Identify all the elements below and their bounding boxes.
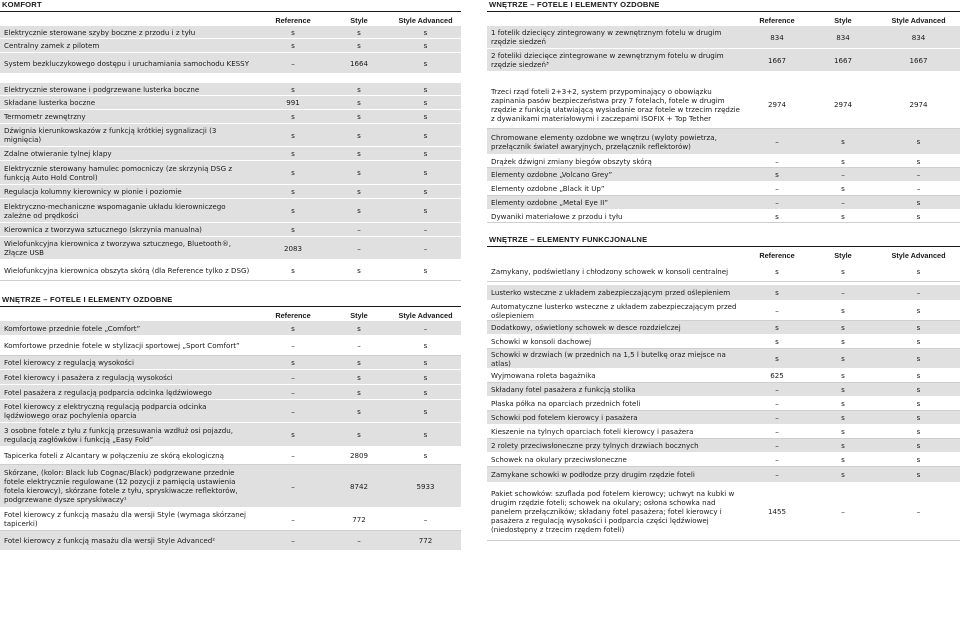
cell-style: s: [841, 337, 845, 346]
section-title-fotele: WNĘTRZE – FOTELE I ELEMENTY OZDOBNE: [0, 295, 461, 307]
cell-style: s: [357, 387, 361, 397]
cell-style-advanced: s: [423, 406, 428, 416]
cell-style: s: [841, 455, 845, 464]
cell-style: –: [841, 170, 845, 179]
table-row: [487, 285, 960, 301]
cell-style-advanced: s: [423, 84, 428, 94]
row-label-wyjmowana-roleta-bagaznika: Wyjmowana roleta bagażnika: [491, 371, 596, 380]
cell-style: s: [841, 427, 845, 436]
table-row: [0, 260, 461, 281]
cell-style-advanced: s: [423, 112, 428, 121]
header-style: Style: [350, 311, 368, 320]
cell-style: s: [841, 441, 845, 450]
row-label-elektrycznie-sterowane-szyby-boczne-z-pr: Elektrycznie sterowane szyby boczne z przodu i z tyłu: [4, 27, 196, 37]
row-label-komfortowe-przednie-fotele-comfort: Komfortowe przednie fotele „Comfort”: [4, 323, 141, 333]
cell-style: s: [841, 211, 845, 221]
cell-reference: s: [291, 41, 295, 50]
cell-style-advanced: s: [916, 337, 921, 346]
cell-style-advanced: 1667: [909, 55, 928, 65]
row-label-elementy-ozdobne-metal-eye-ii: Elementy ozdobne „Metal Eye II”: [491, 198, 609, 207]
header-style: Style: [834, 16, 852, 25]
cell-reference: –: [291, 536, 295, 545]
row-label-regulacja-kolumny-kierownicy-w-pionie-i-: Regulacja kolumny kierownicy w pionie i poziomie: [4, 187, 182, 196]
row-label-schowek-na-okulary-przeciws-oneczne: Schowek na okulary przeciwsłoneczne: [491, 455, 627, 464]
table-row: [487, 467, 960, 483]
cell-style: s: [357, 372, 361, 382]
cell-style: –: [357, 225, 361, 234]
cell-reference: –: [775, 137, 779, 146]
cell-reference: 2974: [767, 100, 787, 109]
table-row: [487, 261, 960, 282]
cell-style: s: [357, 130, 361, 140]
section-title-fotele-right: WNĘTRZE – FOTELE I ELEMENTY OZDOBNE: [487, 0, 960, 12]
table-row: [487, 439, 960, 453]
row-label-schowki-w-drzwiach-w-przednich-na-1-5-l-: Schowki w drzwiach (w przednich na 1,5 l butelkę oraz miejsce na atlas): [491, 349, 726, 368]
cell-reference: s: [291, 358, 295, 367]
cell-style: s: [841, 399, 845, 408]
cell-style: 772: [352, 514, 366, 524]
cell-reference: s: [291, 265, 295, 275]
row-label-elementy-ozdobne-volcano-grey: Elementy ozdobne „Volcano Grey”: [491, 170, 613, 179]
cell-style-advanced: 5933: [416, 481, 435, 491]
cell-reference: 834: [770, 32, 784, 42]
cell-style: s: [357, 187, 361, 196]
cell-style: s: [357, 358, 361, 367]
row-label-1-fotelik-dzieciecy-zintegrowany-w-zewne: 1 fotelik dziecięcy zintegrowany w zewnętrznym fotelu w drugim rzędzie siedzeń: [491, 28, 722, 46]
row-label-schowki-pod-fotelem-kierowcy-i-pasazera: Schowki pod fotelem kierowcy i pasażera: [491, 413, 638, 422]
row-label-elektrycznie-sterowane-i-podgrzewane-lus: Elektrycznie sterowane i podgrzewane lusterka boczne: [4, 84, 200, 94]
row-spacer: [0, 74, 461, 83]
cell-reference: –: [291, 372, 295, 382]
cell-style: s: [841, 413, 845, 422]
table-header: [0, 15, 461, 26]
table-row: [0, 223, 461, 237]
table-row: [0, 336, 461, 356]
row-label-sk-adany-fotel-pasazera-z-funkcja-stolik: Składany fotel pasażera z funkcją stolika: [491, 385, 636, 394]
cell-style: s: [841, 266, 845, 276]
cell-reference: s: [775, 354, 779, 363]
cell-reference: s: [291, 130, 295, 140]
table-row: [487, 383, 960, 397]
table-row: [0, 237, 461, 260]
table-row: [487, 129, 960, 155]
table-row: [0, 321, 461, 336]
cell-style: s: [841, 323, 845, 332]
row-label-wielofunkcyjna-kierownica-z-tworzywa-szt: Wielofunkcyjna kierownica z tworzywa sztucznego, Bluetooth®, Złącze USB: [4, 239, 232, 257]
row-label-schowki-w-konsoli-dachowej: Schowki w konsoli dachowej: [491, 337, 592, 346]
cell-reference: –: [775, 198, 779, 207]
row-label-lusterko-wsteczne-z-uk-adem-zabezpieczaj: Lusterko wsteczne z układem zabezpieczającym przed oślepieniem: [491, 288, 731, 297]
row-label-zamykany-podswietlany-i-ch-odzony-schowe: Zamykany, podświetlany i chłodzony schowek w konsoli centralnej: [491, 266, 729, 276]
row-label-centralny-zamek-z-pilotem: Centralny zamek z pilotem: [4, 41, 100, 50]
cell-style-advanced: s: [423, 149, 428, 158]
table-row: [0, 26, 461, 39]
cell-style-advanced: s: [916, 427, 921, 436]
cell-reference: –: [775, 427, 779, 436]
cell-reference: –: [775, 306, 779, 315]
cell-style: s: [841, 306, 845, 315]
cell-style: –: [841, 198, 845, 207]
right-column: [487, 0, 960, 541]
table-header: [487, 15, 960, 26]
cell-reference: –: [291, 451, 295, 460]
row-label-fotel-kierowcy-i-pasazera-z-regulacja-wy: Fotel kierowcy i pasażera z regulacją wysokości: [4, 372, 173, 382]
table-row: [0, 185, 461, 199]
cell-style-advanced: s: [423, 265, 428, 275]
cell-reference: 2083: [283, 243, 303, 253]
table-row: [487, 81, 960, 129]
table-row: [0, 508, 461, 531]
cell-reference: –: [291, 341, 295, 350]
cell-reference: s: [775, 288, 779, 297]
cell-style: s: [841, 156, 845, 166]
cell-style: s: [357, 84, 361, 94]
table-row: [0, 199, 461, 223]
table-row: [0, 161, 461, 185]
cell-reference: –: [775, 399, 779, 408]
cell-style: –: [841, 288, 845, 297]
table-row: [487, 168, 960, 182]
cell-style: s: [357, 430, 361, 439]
header-reference: Reference: [275, 16, 311, 25]
header-reference: Reference: [275, 311, 311, 320]
cell-style: s: [841, 354, 845, 363]
header-style-advanced: Style Advanced: [891, 16, 946, 25]
table-row: [0, 400, 461, 423]
cell-reference: –: [291, 481, 295, 491]
cell-style-advanced: s: [916, 371, 921, 380]
cell-style-advanced: 772: [418, 536, 433, 545]
row-label-drazek-dzwigni-zmiany-biegow-obszyty-sko: Drążek dźwigni zmiany biegów obszyty skórą: [491, 156, 652, 166]
header-style: Style: [350, 16, 368, 25]
cell-style-advanced: s: [916, 137, 921, 146]
cell-reference: –: [775, 385, 779, 394]
cell-style: s: [357, 323, 361, 333]
cell-style-advanced: –: [916, 170, 921, 179]
cell-style: s: [357, 265, 361, 275]
cell-reference: –: [291, 406, 295, 416]
cell-style: 8742: [349, 481, 369, 491]
cell-style: –: [357, 243, 361, 253]
table-row: [487, 425, 960, 439]
table-row: [487, 369, 960, 383]
cell-reference: s: [291, 149, 295, 158]
cell-style: s: [841, 470, 845, 479]
row-label-dywaniki-materia-owe-z-przodu-i-ty-u: Dywaniki materiałowe z przodu i tyłu: [491, 211, 623, 221]
cell-style-advanced: s: [423, 130, 428, 140]
table-row: [487, 335, 960, 349]
table-row: [0, 356, 461, 370]
header-reference: Reference: [759, 16, 795, 25]
row-label-skorzane-kolor-black-lub-cognac-black-po: Skórzane, (kolor: Black lub Cognac/Black) podgrzewane przednie fotele elektrycznie regulowane (12 pozycji z pamięcią ustawienia fotela kierowcy), skórzane fotele z tyłu, spryskiwacze reflektorów, podgrzewane dysze spryskiwaczy¹: [4, 468, 238, 504]
cell-style: s: [841, 385, 845, 394]
cell-reference: –: [775, 470, 779, 479]
cell-style: 1664: [349, 58, 369, 68]
cell-style-advanced: s: [423, 430, 428, 439]
row-label-fotel-kierowcy-z-funkcja-masazu-dla-wers: Fotel kierowcy z funkcją masażu dla wersji Style (wymaga skórzanej tapicerki): [4, 510, 247, 528]
row-label-sk-adane-lusterka-boczne: Składane lusterka boczne: [4, 98, 96, 107]
row-label-kieszenie-na-tylnych-oparciach-foteli-ki: Kieszenie na tylnych oparciach foteli kierowcy i pasażera: [491, 427, 694, 436]
row-label-2-foteliki-dzieciece-zintegrowane-w-zewn: 2 foteliki dziecięce zintegrowane w zewnętrznym fotelu w drugim rzędzie siedzeń³: [491, 51, 724, 69]
cell-style-advanced: 2974: [909, 100, 928, 109]
header-reference: Reference: [759, 251, 795, 260]
cell-style-advanced: s: [423, 387, 428, 397]
row-label-automatyczne-lusterko-wsteczne-z-uk-adem: Automatyczne lusterko wsteczne z układem zabezpieczającym przed oślepieniem: [491, 301, 737, 320]
cell-style-advanced: 834: [911, 32, 926, 42]
table-row: [487, 196, 960, 210]
table-header: [487, 250, 960, 261]
cell-style: 2809: [349, 451, 369, 460]
cell-reference: s: [775, 337, 779, 346]
cell-style: –: [841, 507, 845, 516]
cell-reference: –: [291, 387, 295, 397]
row-label-trzeci-rzad-foteli-2-3-2-system-przypomi: Trzeci rząd foteli 2+3+2, system przypominający o obowiązku zapinania pasów bezpieczeństwa przy 7 fotelach, fotele w drugim rzędzie z funkcją ułatwiającą wysiadanie oraz fotele w trzecim rzędzie z dywanikami materiałowymi i zaczepami ISOFIX + Top Tether: [491, 86, 740, 123]
cell-style: s: [841, 184, 845, 193]
row-label-termometr-zewnetrzny: Termometr zewnętrzny: [4, 112, 86, 121]
row-spacer: [487, 72, 960, 81]
cell-style-advanced: s: [916, 441, 921, 450]
cell-reference: 1667: [767, 55, 787, 65]
row-label-tapicerka-foteli-z-alcantary-w-po-aczeni: Tapicerka foteli z Alcantary w połączeniu ze skórą ekologiczną: [4, 451, 224, 460]
table-row: [487, 155, 960, 168]
row-label-elektrycznie-sterowany-hamulec-pomocnicz: Elektrycznie sterowany hamulec pomocniczy (ze skrzynią DSG z funkcją Auto Hold Control): [4, 163, 233, 182]
table-row: [487, 453, 960, 467]
cell-style-advanced: s: [423, 451, 428, 460]
cell-reference: s: [291, 430, 295, 439]
table-row: [0, 53, 461, 74]
cell-style-advanced: s: [916, 306, 921, 315]
table-row: [487, 321, 960, 335]
cell-style: –: [357, 341, 361, 350]
cell-reference: s: [775, 323, 779, 332]
table-row: [0, 423, 461, 447]
row-label-kierownica-z-tworzywa-sztucznego-skrzyni: Kierownica z tworzywa sztucznego (skrzynia manualna): [4, 225, 202, 234]
cell-reference: –: [775, 441, 779, 450]
table-row: [487, 210, 960, 223]
row-label-p-aska-po-ka-na-oparciach-przednich-fote: Płaska półka na oparciach przednich foteli: [491, 399, 641, 408]
cell-style-advanced: s: [916, 470, 921, 479]
row-label-chromowane-elementy-ozdobne-we-wnetrzu-w: Chromowane elementy ozdobne we wnętrzu (wyloty powietrza, przełącznik świateł awaryjnych, przełącznik reflektorów): [491, 132, 717, 151]
cell-style-advanced: –: [916, 507, 921, 516]
row-label-elementy-ozdobne-black-it-up: Elementy ozdobne „Black it Up”: [491, 184, 605, 193]
row-label-elektryczno-mechaniczne-wspomaganie-uk-a: Elektryczno-mechaniczne wspomaganie układu kierowniczego zależne od prędkości: [4, 201, 226, 220]
row-label-dodatkowy-oswietlony-schowek-w-desce-roz: Dodatkowy, oświetlony schowek w desce rozdzielczej: [491, 323, 681, 332]
cell-style: s: [357, 98, 361, 107]
table-row: [487, 349, 960, 369]
funkcjonalne-table: [487, 261, 960, 541]
cell-style-advanced: –: [423, 225, 428, 234]
cell-reference: –: [291, 514, 295, 524]
row-label-fotel-kierowcy-z-elektryczna-regulacja-p: Fotel kierowcy z elektryczną regulacją podparcia odcinka lędźwiowego oraz pochylenia oparcia: [4, 402, 207, 420]
cell-style-advanced: s: [916, 198, 921, 207]
table-row: [0, 385, 461, 400]
cell-style-advanced: s: [916, 455, 921, 464]
cell-style: s: [357, 112, 361, 121]
cell-style-advanced: s: [916, 323, 921, 332]
fotele-table: [0, 321, 461, 551]
cell-reference: –: [775, 184, 779, 193]
table-row: [0, 370, 461, 385]
cell-style-advanced: s: [916, 413, 921, 422]
table-row: [0, 39, 461, 53]
cell-style: 834: [836, 32, 850, 42]
cell-style: –: [357, 536, 361, 545]
row-label-komfortowe-przednie-fotele-w-stylizacji-: Komfortowe przednie fotele w stylizacji sportowej „Sport Comfort”: [4, 341, 240, 350]
row-label-fotel-kierowcy-z-regulacja-wysokosci: Fotel kierowcy z regulacją wysokości: [4, 358, 134, 367]
table-row: [0, 83, 461, 96]
table-row: [0, 531, 461, 551]
cell-reference: 625: [770, 371, 784, 380]
cell-style-advanced: s: [423, 187, 428, 196]
table-row: [487, 411, 960, 425]
cell-style-advanced: s: [916, 156, 921, 166]
cell-reference: s: [291, 206, 295, 215]
cell-style-advanced: –: [916, 184, 921, 193]
cell-reference: s: [291, 27, 295, 37]
row-label-zdalne-otwieranie-tylnej-klapy: Zdalne otwieranie tylnej klapy: [4, 149, 112, 158]
table-row: [487, 182, 960, 196]
header-style-advanced: Style Advanced: [398, 16, 453, 25]
cell-style-advanced: s: [423, 372, 428, 382]
komfort-table: [0, 26, 461, 281]
cell-style-advanced: s: [916, 354, 921, 363]
row-label-system-bezkluczykowego-dostepu-i-urucham: System bezkluczykowego dostępu i uruchamiania samochodu KESSY: [4, 58, 250, 68]
cell-style: s: [357, 41, 361, 50]
cell-style: s: [357, 406, 361, 416]
cell-style-advanced: –: [423, 323, 428, 333]
cell-style-advanced: s: [423, 58, 428, 68]
cell-style-advanced: s: [423, 341, 428, 350]
table-row: [487, 483, 960, 541]
cell-reference: s: [291, 323, 295, 333]
table-row: [0, 465, 461, 508]
cell-style: s: [357, 206, 361, 215]
cell-style: 2974: [833, 100, 853, 109]
cell-reference: s: [291, 84, 295, 94]
cell-style: s: [357, 168, 361, 177]
table-row: [0, 110, 461, 124]
row-label-dzwignia-kierunkowskazow-z-funkcja-krotk: Dźwignia kierunkowskazów z funkcją krótkiej sygnalizacji (3 mignięcia): [4, 126, 217, 144]
cell-style-advanced: s: [916, 266, 921, 276]
cell-style-advanced: s: [423, 41, 428, 50]
cell-reference: s: [775, 266, 779, 276]
row-label-wielofunkcyjna-kierownica-obszyta-skora-: Wielofunkcyjna kierownica obszyta skórą (dla Reference tylko z DSG): [4, 265, 250, 275]
cell-style-advanced: –: [423, 243, 428, 253]
cell-style-advanced: s: [916, 399, 921, 408]
cell-reference: s: [775, 170, 779, 179]
cell-reference: –: [775, 455, 779, 464]
cell-reference: s: [775, 211, 779, 221]
cell-style: s: [841, 137, 845, 146]
cell-reference: s: [291, 187, 295, 196]
cell-reference: s: [291, 112, 295, 121]
row-label-fotel-pasazera-z-regulacja-podparcia-odc: Fotel pasażera z regulacją podparcia odcinka lędźwiowego: [4, 387, 212, 397]
table-row: [487, 301, 960, 321]
row-label-zamykane-schowki-w-pod-odze-przy-drugim-: Zamykane schowki w podłodze przy drugim rzędzie foteli: [491, 470, 695, 479]
cell-reference: –: [775, 413, 779, 422]
cell-reference: –: [291, 58, 295, 68]
cell-reference: 1455: [767, 507, 787, 516]
left-column: [0, 0, 461, 551]
cell-style-advanced: s: [423, 168, 428, 177]
section-title-komfort: KOMFORT: [0, 0, 461, 12]
cell-style-advanced: s: [423, 358, 428, 367]
table-row: [487, 26, 960, 49]
cell-style-advanced: s: [423, 98, 428, 107]
cell-style: 1667: [833, 55, 853, 65]
row-label-3-osobne-fotele-z-ty-u-z-funkcja-przesuw: 3 osobne fotele z tyłu z funkcją przesuwania wzdłuż osi pojazdu, regulacją zagłówków i funkcją „Easy Fold”: [4, 425, 233, 444]
cell-style-advanced: s: [423, 206, 428, 215]
section-title-funkcjonalne: WNĘTRZE – ELEMENTY FUNKCJONALNE: [487, 235, 960, 247]
table-row: [487, 49, 960, 72]
table-row: [487, 397, 960, 411]
table-header: [0, 310, 461, 321]
cell-style-advanced: –: [916, 288, 921, 297]
cell-style: s: [357, 149, 361, 158]
cell-reference: s: [291, 168, 295, 177]
table-row: [0, 147, 461, 161]
cell-style: s: [357, 27, 361, 37]
row-label-pakiet-schowkow-szuflada-pod-fotelem-kie: Pakiet schowków: szuflada pod fotelem kierowcy; uchwyt na kubki w drugim rzędzie foteli; schowek na okulary; osłona schowka nad panelem przełączników; składany fotel pasażera; fotel kierowcy i pasażera z regulacją wysokości i podparcia części lędźwiowej (niedostępny z trzecim rzędem foteli): [491, 489, 735, 534]
cell-reference: –: [775, 156, 779, 166]
row-label-fotel-kierowcy-z-funkcja-masazu-dla-wers: Fotel kierowcy z funkcją masażu dla wersji Style Advanced²: [4, 536, 216, 545]
cell-reference: 991: [286, 98, 300, 107]
table-row: [0, 96, 461, 110]
cell-style-advanced: s: [916, 385, 921, 394]
cell-style-advanced: s: [423, 27, 428, 37]
fotele-right-table: [487, 26, 960, 223]
table-row: [0, 124, 461, 147]
cell-style-advanced: s: [916, 211, 921, 221]
header-style: Style: [834, 251, 852, 260]
table-row: [0, 447, 461, 465]
cell-style: s: [841, 371, 845, 380]
header-style-advanced: Style Advanced: [891, 251, 946, 260]
row-label-2-rolety-przeciws-oneczne-przy-tylnych-d: 2 rolety przeciwsłoneczne przy tylnych drzwiach bocznych: [491, 441, 699, 450]
cell-reference: s: [291, 225, 295, 234]
header-style-advanced: Style Advanced: [398, 311, 453, 320]
cell-style-advanced: –: [423, 514, 428, 524]
